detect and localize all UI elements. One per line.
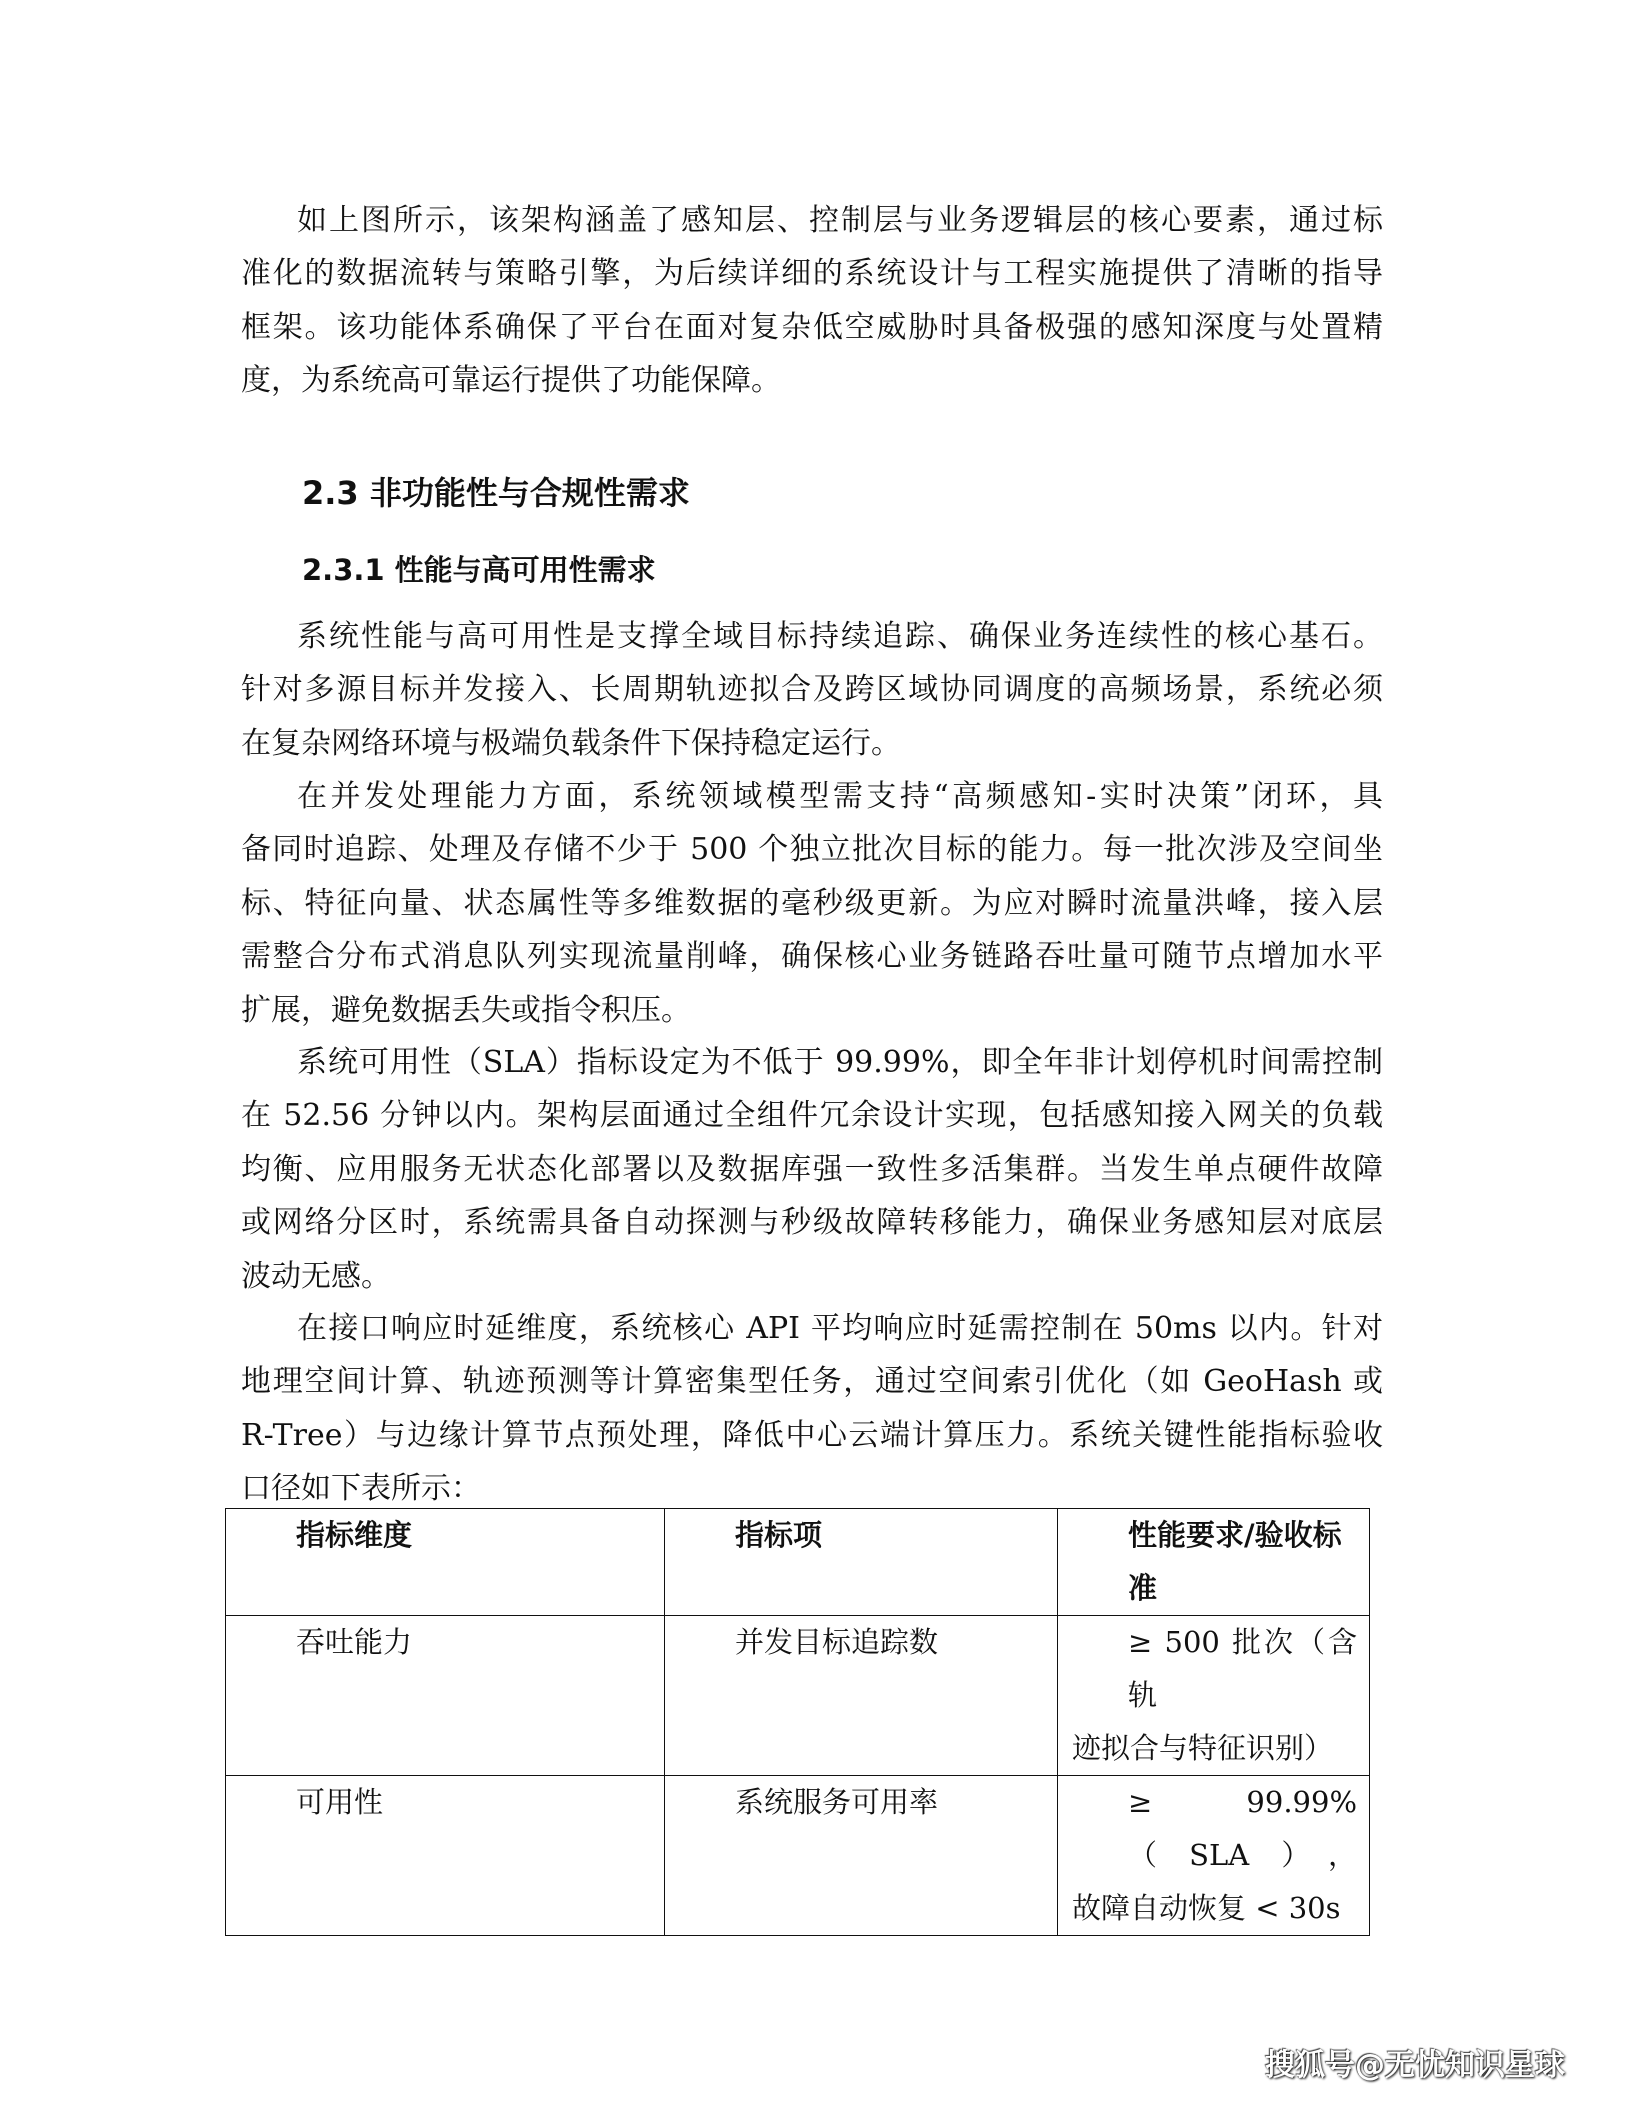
header-dimension: 指标维度 <box>226 1509 665 1616</box>
text-line: 针对多源目标并发接入、长周期轨迹拟合及跨区域协同调度的高频场景，系统必须 <box>241 672 1383 708</box>
cell-requirement <box>1058 1616 1370 1776</box>
text-line: 如上图所示，该架构涵盖了感知层、控制层与业务逻辑层的核心要素，通过标 <box>297 203 1383 238</box>
requirement-line: 故障自动恢复 < 30s <box>1072 1891 1341 1925</box>
text-line: 在并发处理能力方面，系统领域模型需支持“高频感知-实时决策”闭环，具 <box>297 779 1383 814</box>
text-line: 准化的数据流转与策略引擎，为后续详细的系统设计与工程实施提供了清晰的指导 <box>241 256 1383 292</box>
requirement-line: 迹拟合与特征识别） <box>1072 1731 1334 1765</box>
text-line: 框架。该功能体系确保了平台在面对复杂低空威胁时具备极强的感知深度与处置精 <box>241 309 1383 345</box>
text-line: 地理空间计算、轨迹预测等计算密集型任务，通过空间索引优化（如 GeoHash 或 <box>241 1364 1383 1400</box>
cell-requirement <box>1058 1776 1370 1936</box>
text-line: 度，为系统高可靠运行提供了功能保障。 <box>241 363 781 399</box>
watermark: 搜狐号@无忧知识星球 <box>1265 2048 1565 2083</box>
header-requirement: 性能要求/验收标准 <box>1058 1509 1370 1616</box>
paragraph-4 <box>241 1036 1383 1303</box>
table-header-row <box>226 1509 1370 1616</box>
text-line: 在 52.56 分钟以内。架构层面通过全组件冗余设计实现，包括感知接入网关的负载 <box>241 1098 1383 1134</box>
text-line: 在接口响应时延维度，系统核心 API 平均响应时延需控制在 50ms 以内。针对 <box>297 1311 1383 1346</box>
cell-dimension: 可用性 <box>226 1776 665 1936</box>
text-line: 扩展，避免数据丢失或指令积压。 <box>241 992 691 1028</box>
paragraph-1 <box>241 194 1383 408</box>
performance-metrics-table <box>225 1508 1370 1936</box>
section-heading-2-3-1: 2.3.1 性能与高可用性需求 <box>302 553 656 587</box>
cell-dimension: 吞吐能力 <box>226 1616 665 1776</box>
text-line: 标、特征向量、状态属性等多维数据的毫秒级更新。为应对瞬时流量洪峰，接入层 <box>241 885 1383 921</box>
cell-metric: 系统服务可用率 <box>665 1776 1058 1936</box>
paragraph-3 <box>241 770 1383 1037</box>
text-line: 系统性能与高可用性是支撑全域目标持续追踪、确保业务连续性的核心基石。 <box>297 619 1383 654</box>
text-line: 系统可用性（SLA）指标设定为不低于 99.99%，即全年非计划停机时间需控制 <box>297 1045 1383 1080</box>
cell-metric: 并发目标追踪数 <box>665 1616 1058 1776</box>
paragraph-5 <box>241 1302 1383 1516</box>
text-line: 波动无感。 <box>241 1258 391 1294</box>
section-heading-2-3: 2.3 非功能性与合规性需求 <box>302 474 690 512</box>
requirement-line: ≥ 500 批次（含轨 <box>1128 1625 1357 1712</box>
text-line: 均衡、应用服务无状态化部署以及数据库强一致性多活集群。当发生单点硬件故障 <box>241 1151 1383 1187</box>
text-line: 备同时追踪、处理及存储不少于 500 个独立批次目标的能力。每一批次涉及空间坐 <box>241 832 1383 868</box>
header-metric: 指标项 <box>665 1509 1058 1616</box>
paragraph-2 <box>241 610 1383 770</box>
table-row <box>226 1616 1370 1776</box>
text-line: 需整合分布式消息队列实现流量削峰，确保核心业务链路吞吐量可随节点增加水平 <box>241 939 1383 975</box>
requirement-line: ≥ 99.99%（SLA）， <box>1128 1785 1357 1872</box>
text-line: R-Tree）与边缘计算节点预处理，降低中心云端计算压力。系统关键性能指标验收 <box>241 1417 1383 1453</box>
text-line: 或网络分区时，系统需具备自动探测与秒级故障转移能力，确保业务感知层对底层 <box>241 1205 1383 1241</box>
text-line: 口径如下表所示： <box>241 1471 481 1507</box>
text-line: 在复杂网络环境与极端负载条件下保持稳定运行。 <box>241 725 901 761</box>
table-row <box>226 1776 1370 1936</box>
